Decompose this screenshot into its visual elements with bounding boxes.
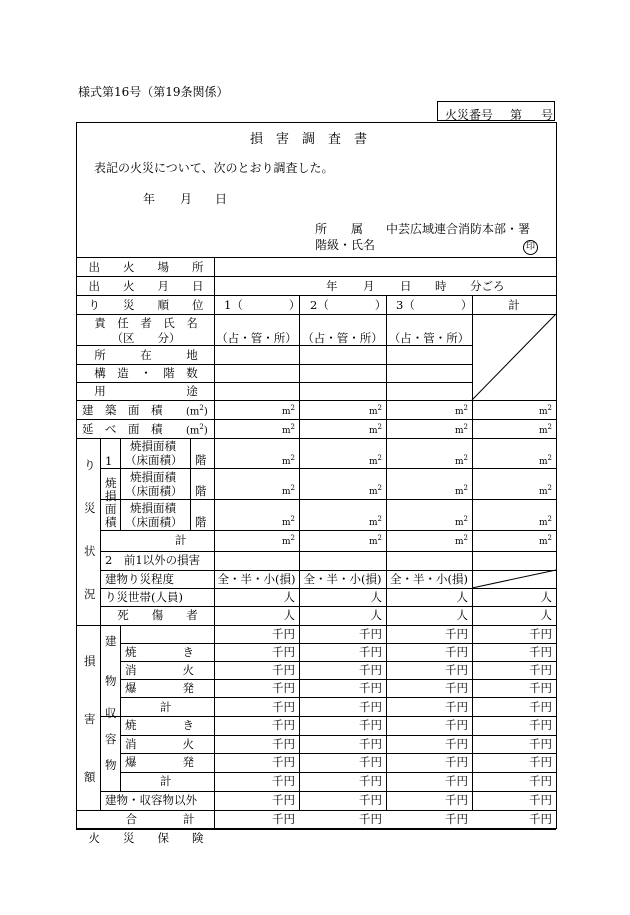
fire-date-month: 月 — [363, 279, 375, 293]
unit-m: m — [281, 518, 291, 528]
date-year: 年 — [143, 192, 156, 206]
fire-number-label: 火災番号 — [445, 108, 494, 122]
loss-total-label: 合 計 — [125, 812, 195, 826]
floor-0: 階 — [195, 453, 207, 467]
unit-m: m — [538, 537, 548, 547]
order-col-total: 計 — [508, 298, 520, 312]
category-value-3: （占・管・所） — [388, 331, 470, 345]
label-fire-place: 出 火 場 所 — [88, 260, 204, 274]
fire-date-minute: 分ごろ — [470, 279, 505, 293]
contents-vertical-1: 容 — [105, 732, 117, 746]
person-cell-0-1: 人 — [370, 590, 382, 604]
unit-m: m — [454, 537, 464, 547]
label-insurance: 火 災 保 険 — [88, 831, 204, 845]
unit-sup: 2 — [290, 484, 295, 492]
yen-cell-7-1: 千円 — [359, 755, 382, 769]
yen-cell-6-2: 千円 — [445, 737, 468, 751]
loss-row-label-0: 焼 き — [125, 645, 194, 659]
yen-cell-2-0: 千円 — [272, 663, 295, 677]
yen-cell-5-2: 千円 — [445, 718, 468, 732]
item-2: 2 前1以外の損害 — [105, 553, 201, 567]
form-number: 様式第16号（第19条関係） — [78, 85, 229, 99]
yen-cell-10-0: 千円 — [272, 812, 295, 826]
unit-sup: 2 — [463, 484, 468, 492]
unit-sup: 2 — [377, 454, 382, 462]
unit-m: m — [454, 426, 464, 436]
fire-date-day: 日 — [400, 279, 412, 293]
yen-cell-9-3: 千円 — [529, 793, 552, 807]
yen-cell-0-1: 千円 — [359, 627, 382, 641]
loss-side-1: 害 — [84, 712, 96, 726]
unit-m: m — [368, 537, 378, 547]
unit-m: m — [368, 518, 378, 528]
loss-other-label: 建物・収容物以外 — [105, 793, 197, 807]
unit-m: m — [281, 426, 291, 436]
yen-cell-0-3: 千円 — [529, 627, 552, 641]
person-cell-1-0: 人 — [283, 608, 295, 622]
person-cell-0-0: 人 — [283, 590, 295, 604]
yen-cell-5-1: 千円 — [359, 718, 382, 732]
category-value-2: （占・管・所） — [302, 331, 383, 345]
unit-open: (m — [186, 406, 200, 418]
unit-sup: 2 — [377, 484, 382, 492]
yen-cell-6-0: 千円 — [272, 737, 295, 751]
label-damage-order: り 災 順 位 — [88, 298, 204, 312]
unit-m: m — [281, 407, 291, 417]
label-fire-date: 出 火 月 日 — [88, 279, 204, 293]
loss-row-label-1: 消 火 — [125, 663, 194, 677]
unit-m: m — [368, 407, 378, 417]
date-month: 月 — [180, 192, 193, 206]
loss-row-label-3: 計 — [160, 700, 172, 714]
item-1: 1 — [105, 454, 113, 468]
unit-m: m — [454, 457, 464, 467]
bldg-damage-degree-label: 建物り災程度 — [105, 572, 174, 586]
fire-date-year: 年 — [326, 279, 338, 293]
unit-sup: 2 — [290, 454, 295, 462]
yen-cell-4-0: 千円 — [272, 700, 295, 714]
label-building-area: 建 築 面 積 — [82, 403, 163, 417]
yen-cell-1-3: 千円 — [529, 645, 552, 659]
category-value-1: （占・管・所） — [216, 331, 297, 345]
fire-number-go: 号 — [541, 108, 554, 122]
yen-cell-9-0: 千円 — [272, 793, 295, 807]
label-location: 所 在 地 — [94, 348, 198, 362]
person-cell-1-1: 人 — [370, 608, 382, 622]
intro-text: 表記の火災について、次のとおり調査した。 — [94, 161, 334, 175]
unit-sup: 2 — [290, 534, 295, 542]
households-label: り災世帯(人員) — [105, 590, 183, 604]
yen-cell-0-0: 千円 — [272, 627, 295, 641]
loss-row-label-6: 爆 発 — [125, 755, 194, 769]
label-total-floor-area: 延 べ 面 積 — [82, 422, 163, 436]
unit-sup: 2 — [377, 534, 382, 542]
unit-sup: 2 — [547, 404, 552, 412]
person-cell-0-2: 人 — [456, 590, 468, 604]
unit-sup: 2 — [463, 404, 468, 412]
unit-sup: 2 — [290, 404, 295, 412]
yen-cell-9-2: 千円 — [445, 793, 468, 807]
burned-floor-area-2: 焼損面積 — [130, 501, 176, 515]
yen-cell-1-0: 千円 — [272, 645, 295, 659]
yen-cell-8-3: 千円 — [529, 774, 552, 788]
damage-subtotal: 計 — [175, 533, 187, 547]
yen-cell-10-2: 千円 — [445, 812, 468, 826]
unit-m: m — [538, 407, 548, 417]
yen-cell-6-3: 千円 — [529, 737, 552, 751]
yen-cell-3-0: 千円 — [272, 681, 295, 695]
unit-m: m — [454, 407, 464, 417]
form-title: 損 害 調 査 書 — [250, 132, 368, 147]
yen-cell-2-2: 千円 — [445, 663, 468, 677]
unit-sup: 2 — [377, 404, 382, 412]
yen-cell-3-2: 千円 — [445, 681, 468, 695]
yen-cell-4-2: 千円 — [445, 700, 468, 714]
yen-cell-5-0: 千円 — [272, 718, 295, 732]
unit-sup: 2 — [463, 515, 468, 523]
unit-sup: 2 — [290, 515, 295, 523]
unit-m: m — [368, 457, 378, 467]
yen-cell-2-3: 千円 — [529, 663, 552, 677]
unit-close: ) — [203, 406, 208, 418]
unit-sup: 2 — [377, 515, 382, 523]
degree-value-3: 全・半・小(損) — [390, 572, 468, 586]
label-category: （区 分） — [111, 331, 181, 345]
unit-m: m — [538, 518, 548, 528]
label-responsible: 責 任 者 氏 名 — [94, 316, 198, 330]
yen-cell-1-1: 千円 — [359, 645, 382, 659]
unit-sup: 2 — [199, 404, 204, 412]
diagonal-line-degree-total — [472, 570, 556, 588]
seal-icon: 印 — [523, 240, 538, 255]
damage-state-side-1: 災 — [84, 501, 96, 515]
unit-close: ) — [203, 425, 208, 437]
loss-row-label-4: 焼 き — [125, 718, 194, 732]
affiliation-label: 所 属 — [315, 222, 364, 236]
unit-sup: 2 — [290, 423, 295, 431]
label-structure: 構 造 ・ 階 数 — [94, 366, 198, 380]
loss-row-label-5: 消 火 — [125, 737, 194, 751]
loss-side-2: 額 — [84, 770, 96, 784]
yen-cell-3-3: 千円 — [529, 681, 552, 695]
unit-m: m — [281, 487, 291, 497]
burned-floor-area-0: 焼損面積 — [130, 439, 176, 453]
burned-vertical-3: 積 — [105, 515, 117, 529]
yen-cell-8-2: 千円 — [445, 774, 468, 788]
unit-sup: 2 — [463, 454, 468, 462]
yen-cell-5-3: 千円 — [529, 718, 552, 732]
loss-row-label-7: 計 — [160, 774, 172, 788]
unit-sup: 2 — [463, 534, 468, 542]
order-col-2: 2（ ） — [310, 298, 387, 312]
person-cell-0-3: 人 — [540, 590, 552, 604]
floor-area-paren-0: （床面積） — [125, 453, 183, 467]
yen-cell-6-1: 千円 — [359, 737, 382, 751]
yen-cell-10-3: 千円 — [529, 812, 552, 826]
yen-cell-7-3: 千円 — [529, 755, 552, 769]
yen-cell-8-1: 千円 — [359, 774, 382, 788]
floor-2: 階 — [195, 515, 207, 529]
contents-vertical-2: 物 — [105, 758, 117, 772]
damage-state-side-0: り — [84, 458, 96, 472]
yen-cell-1-2: 千円 — [445, 645, 468, 659]
unit-m: m — [538, 457, 548, 467]
yen-cell-0-2: 千円 — [445, 627, 468, 641]
yen-cell-10-1: 千円 — [359, 812, 382, 826]
burned-floor-area-1: 焼損面積 — [130, 470, 176, 484]
yen-cell-9-1: 千円 — [359, 793, 382, 807]
unit-sup: 2 — [547, 515, 552, 523]
burned-vertical-1: 損 — [105, 489, 117, 503]
yen-cell-8-0: 千円 — [272, 774, 295, 788]
unit-m: m — [281, 537, 291, 547]
damage-state-side-3: 況 — [84, 587, 96, 601]
degree-value-2: 全・半・小(損) — [303, 572, 382, 586]
unit-m: m — [281, 457, 291, 467]
burned-vertical-2: 面 — [105, 502, 117, 516]
loss-row-label-2: 爆 発 — [125, 681, 194, 695]
unit-m: m — [538, 426, 548, 436]
unit-m: m — [454, 487, 464, 497]
yen-cell-4-3: 千円 — [529, 700, 552, 714]
yen-cell-2-1: 千円 — [359, 663, 382, 677]
degree-value-1: 全・半・小(損) — [217, 572, 296, 586]
floor-1: 階 — [195, 484, 207, 498]
unit-m: m — [454, 518, 464, 528]
order-col-1: 1（ ） — [224, 298, 301, 312]
affiliation-value: 中芸広域連合消防本部・署 — [386, 222, 531, 236]
fire-date-hour: 時 — [435, 279, 447, 293]
date-day: 日 — [215, 192, 228, 206]
building-vertical-0: 建 — [105, 634, 117, 648]
burned-vertical-0: 焼 — [105, 476, 117, 490]
label-usage: 用 途 — [94, 384, 198, 398]
person-cell-1-3: 人 — [540, 608, 552, 622]
rank-name-label: 階級・氏名 — [315, 238, 376, 252]
loss-side-0: 損 — [84, 654, 96, 668]
yen-cell-7-2: 千円 — [445, 755, 468, 769]
fire-number-dai: 第 — [510, 108, 523, 122]
unit-open: (m — [186, 425, 200, 437]
yen-cell-7-0: 千円 — [272, 755, 295, 769]
unit-sup: 2 — [199, 423, 204, 431]
casualties-label: 死 傷 者 — [117, 608, 198, 622]
unit-sup: 2 — [377, 423, 382, 431]
unit-m: m — [538, 487, 548, 497]
order-col-3: 3（ ） — [396, 298, 473, 312]
unit-m: m — [368, 487, 378, 497]
unit-m: m — [368, 426, 378, 436]
building-vertical-1: 物 — [105, 674, 117, 688]
unit-sup: 2 — [547, 423, 552, 431]
floor-area-paren-1: （床面積） — [125, 484, 183, 498]
floor-area-paren-2: （床面積） — [125, 515, 183, 529]
unit-sup: 2 — [463, 423, 468, 431]
unit-sup: 2 — [547, 534, 552, 542]
person-cell-1-2: 人 — [456, 608, 468, 622]
unit-sup: 2 — [547, 454, 552, 462]
damage-state-side-2: 状 — [84, 544, 96, 558]
yen-cell-3-1: 千円 — [359, 681, 382, 695]
diagonal-line-total-block — [472, 314, 556, 400]
unit-sup: 2 — [547, 484, 552, 492]
yen-cell-4-1: 千円 — [359, 700, 382, 714]
contents-vertical-0: 収 — [105, 706, 117, 720]
